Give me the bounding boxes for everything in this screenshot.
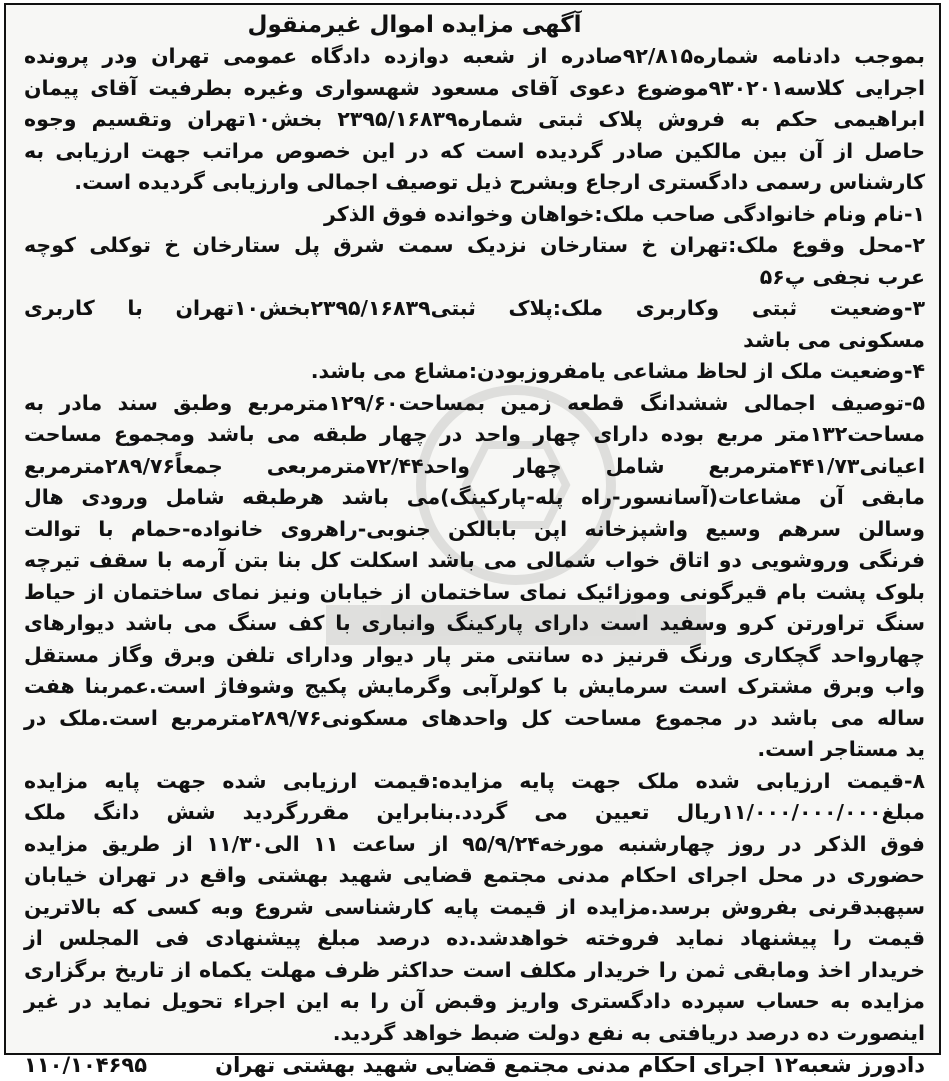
- text-line: خریدار اخذ ومابقی ثمن را خریدار مکلف است حداکثر ظرف مهلت یکماه از تاریخ برگزاری: [24, 957, 925, 982]
- text-line: ۵-توصیف اجمالی ششدانگ قطعه زمین بمساحت۱۲۹/۶۰مترمربع وطبق سند مادر به: [24, 390, 925, 415]
- text-line: سنگ تراورتن کرو وسفید است دارای پارکینگ وانباری با کف سنگ می باشد دیوارهای: [24, 611, 925, 635]
- text-line: فوق الذکر در روز چهارشنبه مورخه۹۵/۹/۲۴ از ساعت ۱۱ الی۱۱/۳۰ از طریق مزایده: [24, 831, 925, 856]
- text-line: واب وبرق مشترک است سرمایش با کولرآبی وگرمایش پکیج وشوفاژ است.عمربنا هفت: [24, 674, 925, 698]
- text-line: ۱-نام ونام خانوادگی صاحب ملک:خواهان وخوانده فوق الذکر: [324, 201, 925, 226]
- text-line: ۲-محل وقوع ملک:تهران خ ستارخان نزدیک سمت شرق پل ستارخان خ توکلی کوچه: [24, 233, 925, 257]
- text-line: ید مستاجر است.: [757, 737, 925, 761]
- text-line: مساحت۱۳۲متر مربع بوده دارای چهار واحد در چهار طبقه می باشد ومجموع مساحت: [24, 422, 925, 446]
- text-line: قیمت را پیشنهاد نماید فروخته خواهدشد.ده درصد مبلغ پیشنهادی فی المجلس از: [24, 926, 925, 950]
- text-line: مسکونی می باشد: [743, 327, 925, 352]
- text-line: وسالن سرهم وسیع واشپزخانه اپن بابالکن جنوبی-راهروی خانواده-حمام با توالت: [24, 516, 925, 541]
- text-line: ۳-وضعیت ثبتی وکاربری ملک:پلاک ثبتی۲۳۹۵/۱۶۸۳۹بخش۱۰تهران با کاربری: [24, 296, 925, 320]
- notice-code: ۱۱۰/۱۰۴۶۹۵: [24, 1053, 148, 1077]
- notice-footer: [24, 1049, 925, 1081]
- notice-title: آگهی مزایده اموال غیرمنقول: [247, 12, 582, 38]
- text-line: مزایده به حساب سپرده دادگستری واریز وقبض آن را به این اجراء تحویل نماید در غیر: [24, 989, 925, 1013]
- text-line: چهارواحد گچکاری ورنگ قرنیز ده سانتی متر پار دیوار ودارای تلفن وبرق وگاز مستقل: [24, 642, 925, 667]
- text-line: بموجب دادنامه شماره۹۲/۸۱۵صادره از شعبه دوازده دادگاه عمومی تهران ودر پرونده: [24, 44, 925, 68]
- text-line: اعیانی۴۴۱/۷۳مترمربع شامل چهار واحد۷۲/۴۴مترمربعی جمعاً۲۸۹/۷۶مترمربع: [24, 453, 925, 478]
- text-line: حاصل از آن بین مالکین صادر گردیده است که در این خصوص مراتب جهت ارزیابی به: [24, 138, 925, 163]
- text-line: عرب نجفی پ۵۶: [759, 264, 925, 289]
- signature-line: دادورز شعبه۱۲ اجرای احکام مدنی مجتمع قضایی شهید بهشتی تهران: [215, 1053, 925, 1077]
- text-line: حضوری در محل اجرای احکام مدنی مجتمع قضایی شهید بهشتی واقع در تهران خیابان: [24, 863, 925, 887]
- text-line: مبلغ۱۱/۰۰۰/۰۰۰/۰۰۰ریال تعیین می گردد.بنابراین مقررگردید شش دانگ ملک: [24, 800, 925, 824]
- text-line: ساله می باشد در مجموع مساحت کل واحدهای مسکونی۲۸۹/۷۶مترمربع است.ملک در: [24, 705, 925, 730]
- text-line: اجرایی کلاسه۹۳۰۲۰۱موضوع دعوی آقای مسعود شهسواری وغیره بطرفیت آقای پیمان: [24, 75, 926, 100]
- text-line: مابقی آن مشاعات(آسانسور-راه پله-پارکینگ)می باشد هرطبقه شامل ورودی هال: [24, 485, 925, 509]
- text-line: بلوک پشت بام قیرگونی وموزائیک نمای ساختمان از خیابان ونیز نمای ساختمان از حیاط: [24, 579, 925, 604]
- notice-frame: [4, 3, 941, 1077]
- notice-text: [24, 41, 925, 1049]
- notice-body: [24, 9, 926, 1077]
- text-line: کارشناس رسمی دادگستری ارجاع وبشرح ذیل توصیف اجمالی وارزیابی گردیده است.: [74, 170, 925, 194]
- text-line: ابراهیمی حکم به فروش پلاک ثبتی شماره۲۳۹۵/۱۶۸۳۹ بخش۱۰تهران وتقسیم وجوه: [24, 107, 925, 131]
- text-line: فرنگی وروشویی دو اتاق خواب شمالی می باشد اسکلت کل بنا بتن آرمه با سقف تیرچه: [24, 548, 925, 572]
- text-line: ۸-قیمت ارزیابی شده ملک جهت پایه مزایده:قیمت ارزیابی شده جهت پایه مزایده: [24, 768, 925, 793]
- text-line: ۴-وضعیت ملک از لحاظ مشاعی یامفروزبودن:مشاع می باشد.: [310, 359, 925, 383]
- text-line: اینصورت ده درصد دریافتی به نفع دولت ضبط خواهد گردید.: [332, 1020, 925, 1045]
- text-line: سپهبدقرنی بفروش برسد.مزایده از قیمت پایه کارشناسی شروع وبه کسی که بالاترین: [24, 894, 925, 919]
